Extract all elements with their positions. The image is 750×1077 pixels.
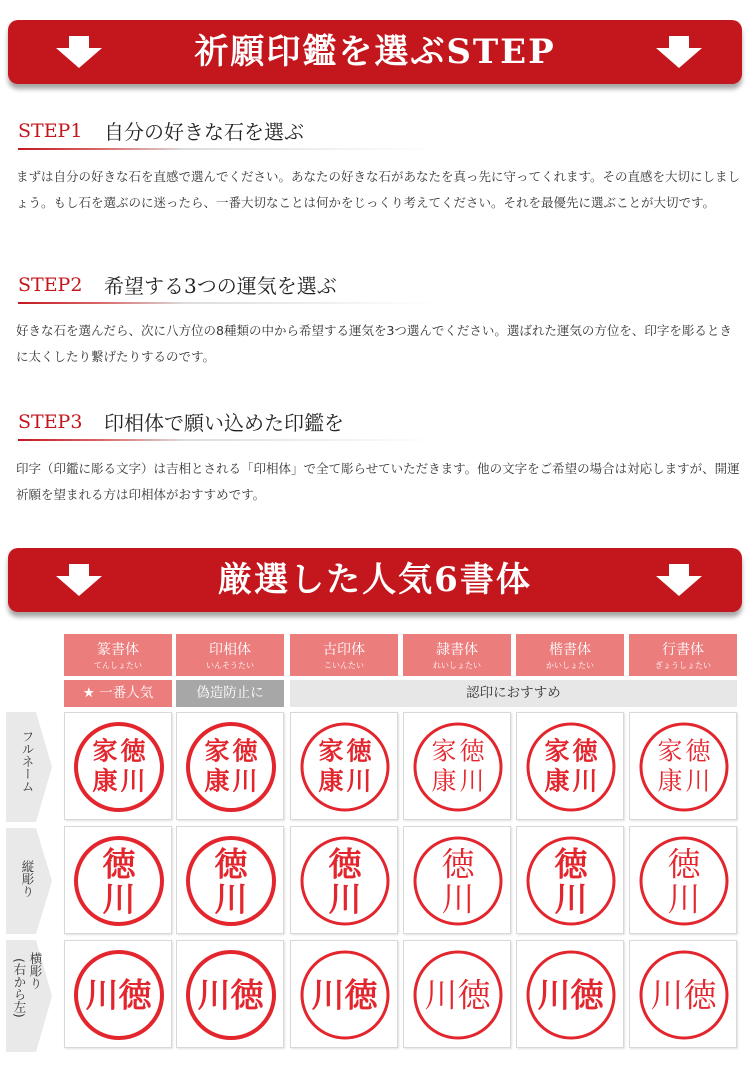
seal-character: 家 <box>318 736 344 766</box>
seal-character: 徳 <box>102 844 136 884</box>
seal-character: 川 <box>441 879 475 919</box>
seal-character: 川 <box>554 879 588 919</box>
down-arrow-icon <box>656 36 702 68</box>
seal-cell <box>64 826 172 934</box>
row-label-fullname <box>6 712 54 822</box>
seal-character: 川 <box>120 766 146 796</box>
row-label-horizontal <box>6 940 54 1052</box>
seal-cell <box>516 940 624 1048</box>
seal-character: 川 <box>572 766 598 796</box>
heading-underline <box>18 148 438 150</box>
font-name: 行書体 <box>662 642 704 658</box>
seal-ring <box>188 724 274 810</box>
seal-impression <box>177 941 285 1049</box>
seal-cell <box>64 940 172 1048</box>
font-name: 篆書体 <box>97 642 139 658</box>
seal-ring <box>415 724 501 810</box>
seal-impression <box>630 827 738 935</box>
font-reading: かいしょたい <box>546 661 594 670</box>
font-header-gyosho <box>629 634 737 676</box>
font-reading: いんそうたい <box>206 661 254 670</box>
step-banner <box>8 20 742 84</box>
heading-underline <box>18 439 438 441</box>
step2-body: 好きな石を選んだら、次に八方位の8種類の中から希望する運気を3つ選んでください。選ばれた運気の方位を、印字を彫るときに太くしたり繋げたりするのです。 <box>16 323 732 364</box>
seal-character: 川 <box>346 766 372 796</box>
seal-cell <box>516 826 624 934</box>
seal-character: 川 <box>214 879 248 919</box>
seal-impression <box>630 713 738 821</box>
row-label-text: 横彫り <box>28 952 43 990</box>
seal-character: 川 <box>667 879 701 919</box>
seal-character: 家 <box>544 736 570 766</box>
seal-impression <box>65 713 173 821</box>
seal-cell <box>403 940 511 1048</box>
seal-cell <box>290 940 398 1048</box>
seal-character: 川 <box>85 975 119 1015</box>
seal-character: 徳 <box>554 844 588 884</box>
font-reading: てんしょたい <box>94 661 142 670</box>
font-header-inso <box>176 634 284 676</box>
seal-character: 徳 <box>232 736 258 766</box>
seal-character: 家 <box>204 736 230 766</box>
row-label-subtext: (右から左) <box>12 958 27 1018</box>
seal-ring <box>528 724 614 810</box>
font-header-tensho <box>64 634 172 676</box>
seal-cell <box>290 712 398 820</box>
seal-character: 徳 <box>667 844 701 884</box>
font-name: 印相体 <box>209 642 251 658</box>
step3-body: 印字（印鑑に彫る文字）は吉相とされる「印相体」で全て彫らせていただきます。他の文字をご希望の場合は対応しますが、開運祈願を望まれる方は印相体がおすすめです。 <box>16 461 740 502</box>
seal-character: 徳 <box>120 736 146 766</box>
seal-impression <box>177 713 285 821</box>
seal-character: 川 <box>328 879 362 919</box>
seal-character: 徳 <box>685 736 711 766</box>
seal-impression <box>291 713 399 821</box>
row-label-vertical <box>6 828 54 934</box>
seal-character: 川 <box>197 975 231 1015</box>
font-reading: ぎょうしょたい <box>655 661 711 670</box>
seal-character: 康 <box>204 766 230 796</box>
seal-character: 川 <box>311 975 345 1015</box>
seal-character: 川 <box>459 766 485 796</box>
seal-character: 徳 <box>346 736 372 766</box>
step1-heading <box>18 116 718 150</box>
step1-label: STEP1 <box>18 120 83 142</box>
seal-cell <box>176 712 284 820</box>
seal-character: 徳 <box>441 844 475 884</box>
font-reading: こいんたい <box>324 661 364 670</box>
font-name: 楷書体 <box>549 642 591 658</box>
step3-heading <box>18 407 718 441</box>
step2-heading <box>18 270 718 304</box>
seal-impression <box>291 941 399 1049</box>
seal-character: 川 <box>650 975 684 1015</box>
seal-character: 川 <box>102 879 136 919</box>
seal-impression <box>177 827 285 935</box>
seal-impression <box>404 827 512 935</box>
tag-anti-forgery: 偽造防止に <box>176 680 284 707</box>
seal-impression <box>404 941 512 1049</box>
seal-character: 康 <box>318 766 344 796</box>
seal-impression <box>630 941 738 1049</box>
seal-character: 徳 <box>328 844 362 884</box>
seal-cell <box>629 940 737 1048</box>
seal-character: 川 <box>232 766 258 796</box>
seal-cell <box>516 712 624 820</box>
seal-impression <box>517 941 625 1049</box>
seal-cell <box>176 826 284 934</box>
seal-impression <box>291 827 399 935</box>
seal-character: 徳 <box>459 736 485 766</box>
step1-title: 自分の好きな石を選ぶ <box>104 120 304 144</box>
seal-character: 徳 <box>118 975 152 1015</box>
font-header-koin <box>290 634 398 676</box>
seal-character: 徳 <box>457 975 491 1015</box>
seal-character: 康 <box>92 766 118 796</box>
seal-cell <box>629 826 737 934</box>
font-name: 隷書体 <box>436 642 478 658</box>
seal-character: 徳 <box>570 975 604 1015</box>
seal-cell <box>403 826 511 934</box>
font-name: 古印体 <box>323 642 365 658</box>
seal-character: 康 <box>544 766 570 796</box>
font-header-reisho <box>403 634 511 676</box>
seal-character: 徳 <box>683 975 717 1015</box>
row-label-text: フルネーム <box>20 730 35 793</box>
seal-character: 家 <box>92 736 118 766</box>
seal-cell <box>629 712 737 820</box>
seal-character: 家 <box>431 736 457 766</box>
step2-title: 希望する3つの運気を選ぶ <box>104 274 337 298</box>
font-reading: れいしょたい <box>433 661 481 670</box>
seal-character: 康 <box>431 766 457 796</box>
seal-impression <box>65 827 173 935</box>
seal-character: 川 <box>537 975 571 1015</box>
step2-label: STEP2 <box>18 274 83 296</box>
seal-character: 川 <box>685 766 711 796</box>
seal-cell <box>403 712 511 820</box>
step3-label: STEP3 <box>18 411 83 433</box>
seal-character: 家 <box>657 736 683 766</box>
font-header-kaisho <box>516 634 624 676</box>
row-label-text: 縦彫り <box>20 860 35 898</box>
heading-underline <box>18 302 438 304</box>
tag-recommended: 認印におすすめ <box>290 680 737 707</box>
seal-character: 康 <box>657 766 683 796</box>
seal-impression <box>517 713 625 821</box>
seal-character: 徳 <box>214 844 248 884</box>
seal-impression <box>517 827 625 935</box>
seal-ring <box>641 724 727 810</box>
tag-popular: ★ 一番人気 <box>64 680 172 707</box>
seal-impression <box>65 941 173 1049</box>
seal-ring <box>302 724 388 810</box>
fonts-banner-title: 厳選した人気6書体 <box>218 560 532 600</box>
step-banner-title: 祈願印鑑を選ぶSTEP <box>194 32 556 72</box>
seal-cell <box>176 940 284 1048</box>
seal-character: 徳 <box>344 975 378 1015</box>
seal-character: 川 <box>424 975 458 1015</box>
seal-cell <box>64 712 172 820</box>
seal-impression <box>404 713 512 821</box>
down-arrow-icon <box>656 564 702 596</box>
fonts-banner <box>8 548 742 612</box>
seal-character: 徳 <box>230 975 264 1015</box>
seal-character: 徳 <box>572 736 598 766</box>
step1-body: まずは自分の好きな石を直感で選んでください。あなたの好きな石があなたを真っ先に守ってくれます。その直感を大切にしましょう。もし石を選ぶのに迷ったら、一番大切なことは何かをじっくり考えてください。それを最優先に選ぶことが大切です。 <box>16 169 741 210</box>
seal-ring <box>76 724 162 810</box>
seal-cell <box>290 826 398 934</box>
step3-title: 印相体で願い込めた印鑑を <box>104 411 344 435</box>
